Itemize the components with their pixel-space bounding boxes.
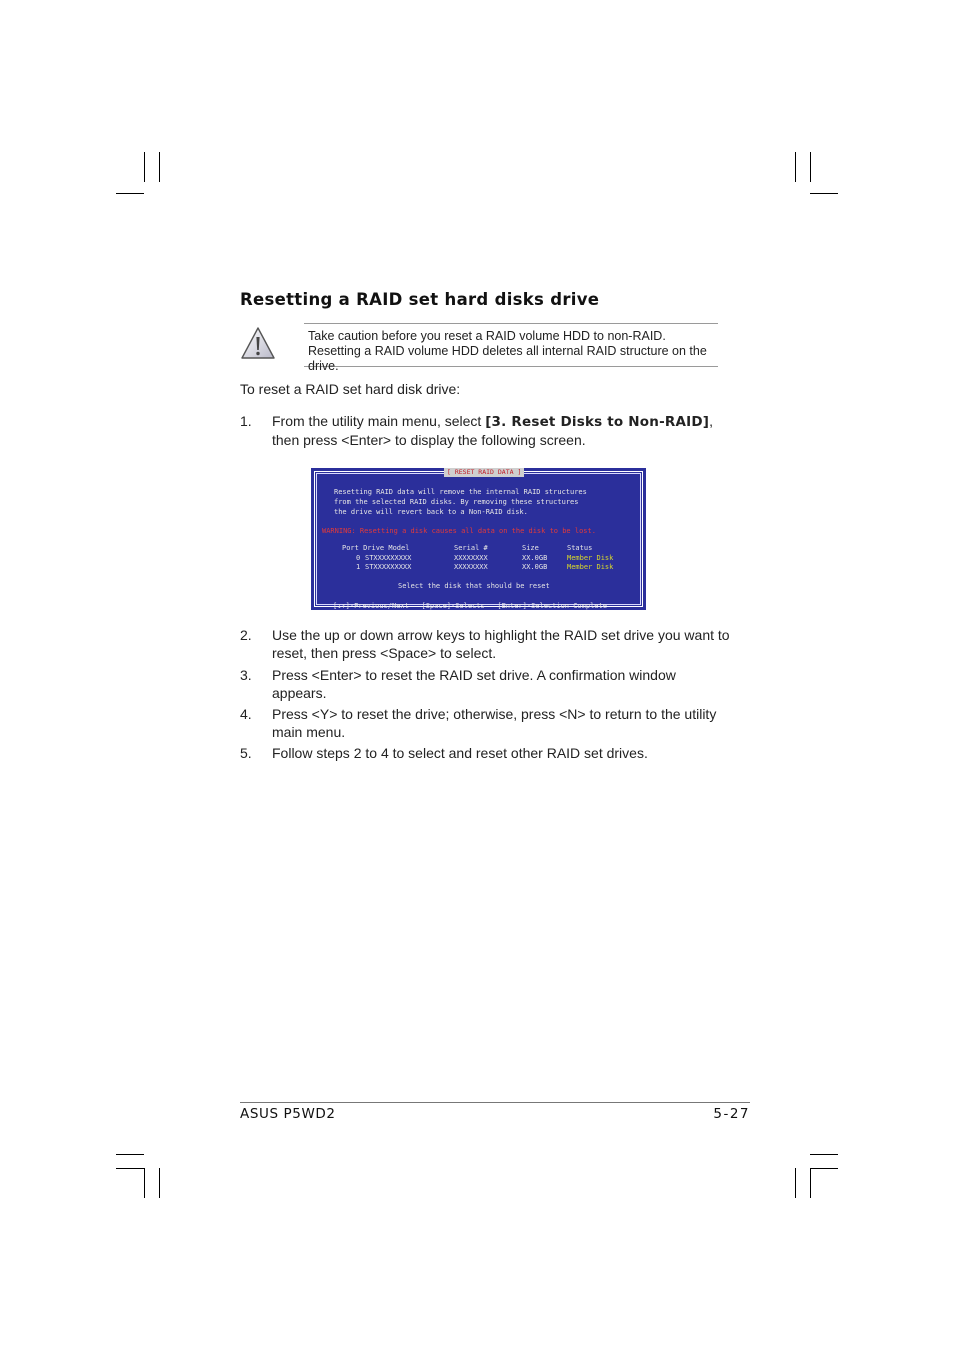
- crop-mark: [159, 1168, 160, 1198]
- step-text-pre: From the utility main menu, select: [272, 413, 486, 429]
- step-number: 4.: [240, 706, 252, 722]
- crop-mark: [810, 1168, 811, 1198]
- disk-serial: XXXXXXXX: [454, 554, 488, 562]
- column-header-size: Size: [522, 544, 539, 552]
- disk-model: STXXXXXXXXX: [365, 563, 412, 571]
- column-header-status: Status: [567, 544, 593, 552]
- section-title: Resetting a RAID set hard disks drive: [240, 290, 600, 309]
- menu-reference: [3. Reset Disks to Non-RAID]: [485, 414, 710, 430]
- step-number: 5.: [240, 745, 252, 761]
- footer-page-number: 5-27: [713, 1106, 750, 1122]
- step-text: [272, 412, 732, 449]
- bios-info-line: the drive will revert back to a Non-RAID disk.: [334, 508, 528, 516]
- disk-model: STXXXXXXXXX: [365, 554, 412, 562]
- disk-port: 1: [356, 563, 361, 571]
- step-text: Follow steps 2 to 4 to select and reset other RAID set drives.: [272, 745, 648, 761]
- disk-serial: XXXXXXXX: [454, 563, 488, 571]
- crop-mark: [795, 152, 796, 182]
- bios-info-line: Resetting RAID data will remove the internal RAID structures: [334, 488, 587, 496]
- column-header-serial: Serial #: [454, 544, 488, 552]
- step-number: 3.: [240, 667, 252, 683]
- crop-mark: [810, 1168, 838, 1169]
- footer-product-name: ASUS P5WD2: [240, 1106, 336, 1122]
- step-text: Press <Enter> to reset the RAID set drive. A confirmation window appears.: [272, 667, 676, 701]
- step-number: 2.: [240, 627, 252, 643]
- disk-size: XX.0GB: [522, 563, 548, 571]
- crop-mark: [144, 1168, 145, 1198]
- column-header-port-model: Port Drive Model: [342, 544, 410, 552]
- crop-mark: [116, 1154, 144, 1155]
- step-text-post: , then press <Enter> to display the following screen.: [272, 413, 714, 448]
- bios-key-help: [↓↑]-Previous/Next [Space]-Selects [Enter]-Selection Complete: [333, 602, 607, 610]
- crop-mark: [116, 1168, 144, 1169]
- step-text: Press <Y> to reset the drive; otherwise, press <N> to return to the utility main menu.: [272, 706, 717, 740]
- step-number: 1.: [240, 413, 252, 429]
- crop-mark: [159, 152, 160, 182]
- caution-note-text: Take caution before you reset a RAID volume HDD to non-RAID. Resetting a RAID volume HDD deletes all internal RAID structure on the drive.: [308, 329, 707, 373]
- disk-port: 0: [356, 554, 361, 562]
- bios-prompt: Select the disk that should be reset: [398, 582, 550, 590]
- crop-mark: [810, 193, 838, 194]
- bios-warning: WARNING: Resetting a disk causes all data on the disk to be lost.: [322, 527, 596, 535]
- bios-info-line: from the selected RAID disks. By removing these structures: [334, 498, 579, 506]
- crop-mark: [795, 1168, 796, 1198]
- bios-screen: [311, 468, 646, 610]
- crop-mark: [116, 193, 144, 194]
- disk-status: Member Disk: [567, 554, 614, 562]
- footer-rule: [240, 1102, 750, 1103]
- caution-note: [304, 323, 718, 373]
- crop-mark: [810, 1154, 838, 1155]
- intro-text: To reset a RAID set hard disk drive:: [240, 381, 461, 397]
- disk-status: Member Disk: [567, 563, 614, 571]
- crop-mark: [810, 152, 811, 182]
- crop-mark: [144, 152, 145, 182]
- step-text: Use the up or down arrow keys to highlight the RAID set drive you want to reset, then press <Space> to select.: [272, 627, 730, 661]
- caution-icon: [240, 326, 276, 360]
- disk-size: XX.0GB: [522, 554, 548, 562]
- bios-title: [ RESET RAID DATA ]: [444, 468, 524, 477]
